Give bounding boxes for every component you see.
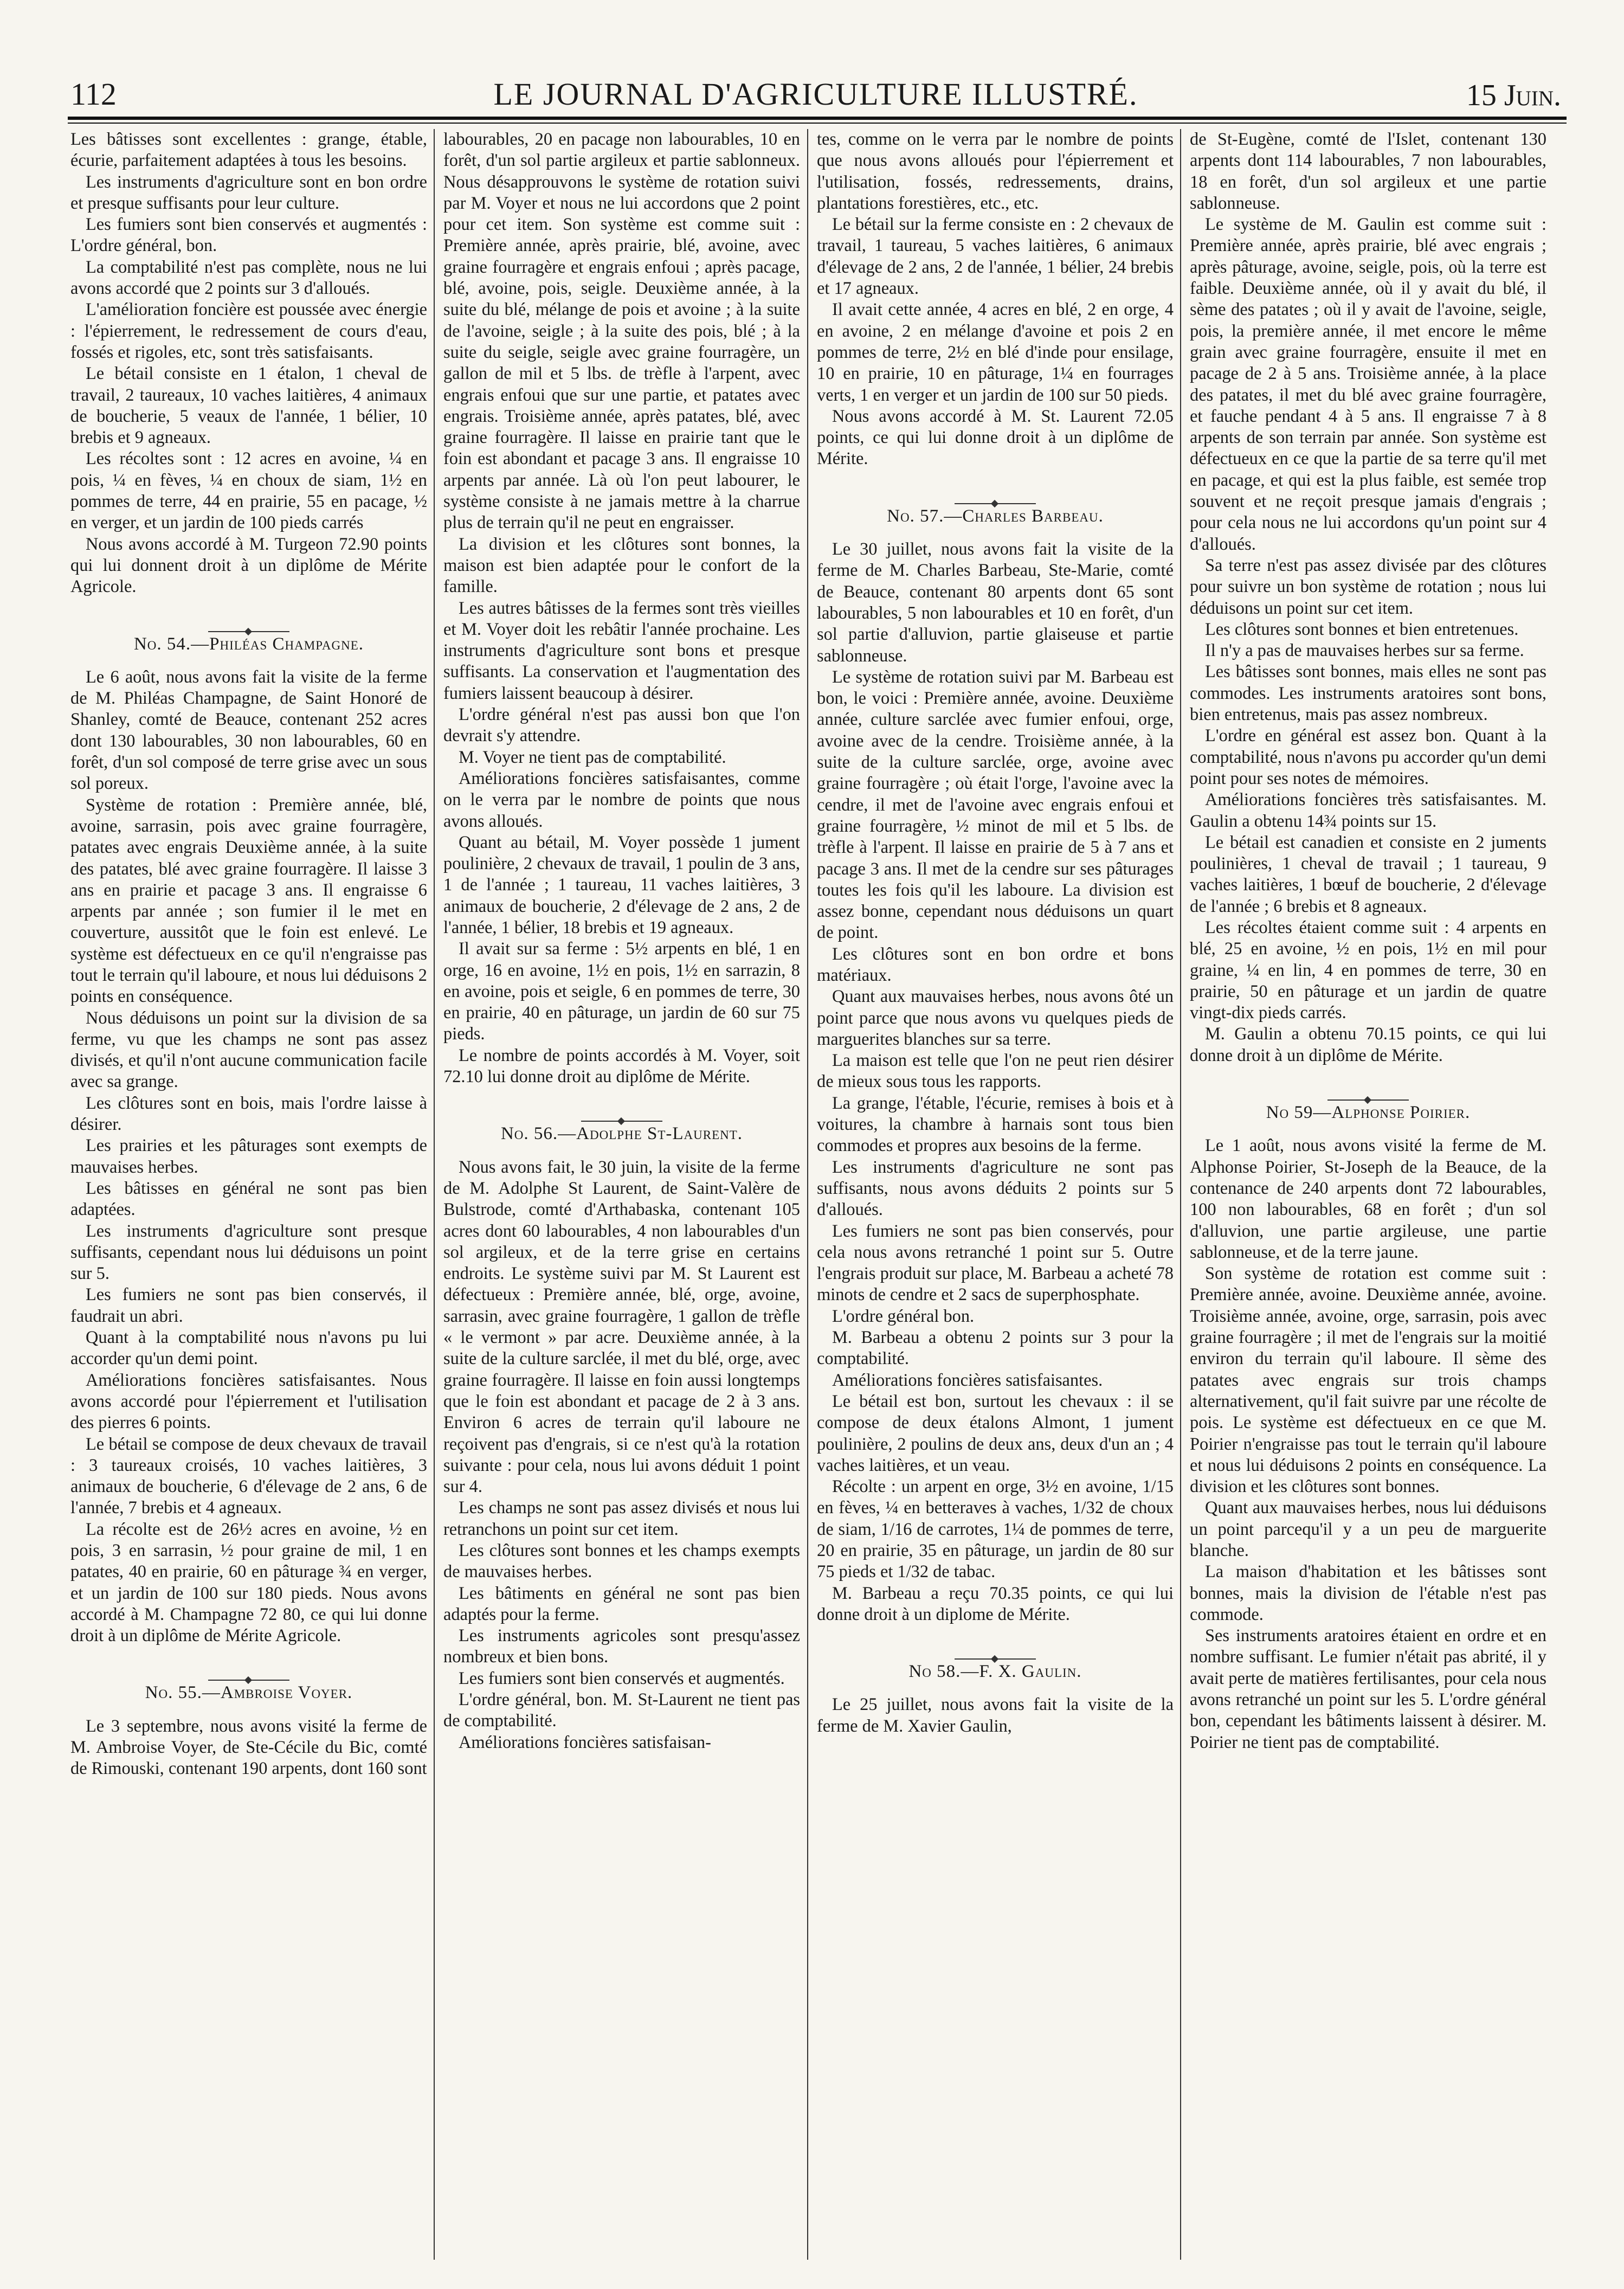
paragraph: M. Barbeau a obtenu 2 points sur 3 pour la comptabilité. [817, 1328, 1174, 1369]
paragraph: Les champs ne sont pas assez divisés et nous lui retranchons un point sur cet item. [443, 1498, 800, 1539]
paragraph: Nous avons accordé à M. St. Laurent 72.05 points, ce qui lui donne droit à un diplôme de Mérite. [817, 406, 1174, 469]
paragraph: Le bétail consiste en 1 étalon, 1 cheval de travail, 2 taureaux, 10 vaches laitières, 4 animaux de boucherie, 5 veaux de l'année, 1 bélier, 10 brebis et 9 agneaux. [70, 364, 427, 448]
paragraph: Le bétail est bon, surtout les chevaux : il se compose de deux étalons Almont, 1 jument poulinière, 2 poulins de deux ans, deux d'un an ; 4 vaches laitières, et un veau. [817, 1391, 1174, 1475]
paragraph: Améliorations foncières satisfaisantes. Nous avons accordé pour l'épierrement et l'utilisation des pierres 6 points. [70, 1370, 427, 1433]
section-heading: No 58.—F. X. Gaulin. [908, 1662, 1082, 1682]
paragraph: Il avait sur sa ferme : 5½ arpents en blé, 1 en orge, 16 en avoine, 1½ en pois, 1½ en sarrazin, 8 en avoine, pois et seigle, 6 en pommes de terre, 30 en prairie, 40 en pâturage, un jardin de 60 sur 75 pieds. [443, 939, 800, 1044]
paragraph: Le 3 septembre, nous avons visité la ferme de M. Ambroise Voyer, de Ste-Cécile du Bic, comté de Rimouski, contenant 190 arpents, dont 160 sont [70, 1716, 427, 1779]
section-heading: No. 55.—Ambroise Voyer. [145, 1683, 353, 1703]
paragraph: Ses instruments aratoires étaient en ordre et en nombre suffisant. Le fumier n'était pas abrité, il y avait perte de matières fertilisantes, pour cela nous avons retranché un point sur les 5. L'ordre général bon, cependant les bâtiments laissent à désirer. M. Poirier ne tient pas de comptabilité. [1190, 1626, 1546, 1752]
text-column-3 [817, 129, 1174, 2260]
paragraph: Les bâtisses sont bonnes, mais elles ne sont pas commodes. Les instruments aratoires sont bons, bien entretenus, mais pas assez nombreux. [1190, 662, 1546, 725]
paragraph: Améliorations foncières très satisfaisantes. M. Gaulin a obtenu 14¾ points sur 15. [1190, 790, 1546, 831]
section-ornament [817, 488, 1174, 492]
page-number: 112 [70, 76, 117, 112]
paragraph: Les clôtures sont en bois, mais l'ordre laisse à désirer. [70, 1093, 427, 1135]
paragraph: Il n'y a pas de mauvaises herbes sur sa ferme. [1205, 641, 1524, 661]
paragraph: Les instruments d'agriculture sont presque suffisants, cependant nous lui déduisons un point sur 5. [70, 1221, 427, 1284]
paragraph: Le système de rotation suivi par M. Barbeau est bon, le voici : Première année, avoine. Deuxième année, culture sarclée avec fumier enfoui, orge, avoine avec de la cendre. Troisième année, à la suite de la culture sarclée, orge, avoine avec graine fourragère ; où était l'orge, l'avoine avec la cendre, il met de l'avoine avec engrais enfoui et graine fourragère, ½ minot de mil et 5 lbs. de trèfle à l'arpent. Il laisse en prairie de 5 à 7 ans et pacage 3 ans. Il met de la cendre sur ses pâturages toutes les fois qu'il les laboure. La division est assez bonne, cependant nous déduisons un quart de point. [817, 667, 1174, 943]
section-heading: No. 57.—Charles Barbeau. [887, 506, 1104, 526]
header-rule-thin [68, 123, 1567, 124]
paragraph: Système de rotation : Première année, blé, avoine, sarrasin, pois avec graine fourragère, patates avec engrais Deuxième année, à la suite des patates, blé avec graine fourragère. Il laisse 3 ans en prairie et pacage 3 ans. Il engraisse 6 arpents par année ; son fumier il le met en couverture, aussitôt que le foin est enlevé. Le système est défectueux en ce qu'il n'engraisse pas tout le terrain qu'il laboure, et nous lui déduisons 2 points en conséquence. [70, 795, 427, 1007]
paragraph: Quant aux mauvaises herbes, nous avons ôté un point parce que nous avons vu quelques pieds de marguerites blanches sur sa terre. [817, 987, 1174, 1049]
paragraph: Le 1 août, nous avons visité la ferme de M. Alphonse Poirier, St-Joseph de la Beauce, de la contenance de 240 arpents dont 72 labourables, 100 non labourables, 68 en forêt ; d'un sol d'alluvion, une partie argileuse, une partie sablonneuse, et de la terre jaune. [1190, 1136, 1546, 1262]
issue-date: 15 Juin. [1466, 79, 1561, 112]
paragraph: labourables, 20 en pacage non labourables, 10 en forêt, d'un sol partie argileux et partie sablonneux. Nous désapprouvons le système de rotation suivi par M. Voyer et nous ne lui accordons que 2 point pour cet item. Son système est comme suit : Première année, après prairie, blé, avoine, avec graine fourragère et engrais enfoui ; après pacage, blé, avoine, pois, seigle. Deuxième année, à la suite du blé, mélange de pois et avoine ; à la suite de l'avoine, seigle ; à la suite des pois, blé ; à la suite du seigle, seigle avec graine fourragère, un gallon de mil et 5 lbs. de trèfle à l'arpent, avec engrais enfoui que sur une partie, et patates avec engrais. Troisième année, après patates, blé, avec graine fourragère. Il laisse en prairie tant que le foin est abondant et pacage 3 ans. Il engraisse 10 arpents par année. Là où l'on peut labourer, le système consiste à ne jamais mettre à la charrue plus de terrain qu'il ne peut en engraisser. [443, 130, 800, 533]
paragraph: Les bâtisses en général ne sont pas bien adaptées. [70, 1178, 427, 1220]
paragraph: Les récoltes étaient comme suit : 4 arpents en blé, 25 en avoine, ½ en pois, 1½ en mil pour graine, ¼ en lin, 4 en pommes de terre, 30 en prairie, 50 en pâturage et un jardin de quatre vingt-dix pieds carrés. [1190, 917, 1546, 1023]
paragraph: Récolte : un arpent en orge, 3½ en avoine, 1/15 en fèves, ¼ en betteraves à vaches, 1/32 de choux de siam, 1/16 de carrotes, 1¼ de pommes de terre, 20 en prairie, 35 en pâturage, un jardin de 80 sur 75 pieds et 1/32 de tabac. [817, 1477, 1174, 1582]
column-divider [434, 129, 435, 2260]
paragraph: Les instruments d'agriculture sont en bon ordre et presque suffisants pour leur culture. [70, 172, 427, 213]
header-rule [68, 117, 1567, 120]
paragraph: de St-Eugène, comté de l'Islet, contenant 130 arpents dont 114 labourables, 7 non labourables, 18 en forêt, d'un sol argileux et une partie sablonneuse. [1190, 130, 1546, 213]
section-ornament [70, 1665, 427, 1668]
paragraph: Les bâtiments en général ne sont pas bien adaptés pour la ferme. [443, 1583, 800, 1624]
journal-title: LE JOURNAL D'AGRICULTURE ILLUSTRÉ. [493, 76, 1138, 112]
paragraph: Le bétail est canadien et consiste en 2 juments poulinières, 1 cheval de travail ; 1 taureau, 9 vaches laitières, 1 bœuf de boucherie, 2 d'élevage de l'année ; 6 brebis et 8 agneaux. [1190, 832, 1546, 916]
paragraph: L'amélioration foncière est poussée avec énergie : l'épierrement, le redressement de cours d'eau, fossés et rigoles, etc, sont très satisfaisants. [70, 300, 427, 362]
text-column-4 [1190, 129, 1546, 2260]
section-heading: No. 56.—Adolphe St-Laurent. [500, 1124, 743, 1144]
paragraph: Améliorations foncières satisfaisan- [459, 1732, 711, 1752]
text-column-2 [443, 129, 800, 2260]
paragraph: L'ordre général n'est pas aussi bon que l'on devrait s'y attendre. [443, 705, 800, 746]
section-ornament [817, 1644, 1174, 1647]
paragraph: La division et les clôtures sont bonnes, la maison est bien adaptée pour le confort de la famille. [443, 534, 800, 597]
paragraph: Les clôtures sont en bon ordre et bons matériaux. [817, 944, 1174, 985]
paragraph: Nous avons fait, le 30 juin, la visite de la ferme de M. Adolphe St Laurent, de Saint-Valère de Bulstrode, comté d'Arthabaska, contenant 105 acres dont 60 labourables, 4 non labourables d'un sol argileux, et de la terre grise en certains endroits. Le système suivi par M. St Laurent est défectueux : Première année, blé, orge, avoine, sarrasin, avec graine fourragère, 1 gallon de trèfle « le vermont » par acre. Deuxième année, à la suite de la culture sarclée, il met du blé, orge, avec graine fourragère. Il laisse en foin aussi longtemps que le foin est abondant et pacage de 2 à 3 ans. Environ 6 acres de terrain qu'il laboure ne reçoivent pas d'engrais, si ce n'est qu'à la rotation suivante : pour cela, nous lui avons déduit 1 point sur 4. [443, 1157, 800, 1497]
paragraph: Les bâtisses sont excellentes : grange, étable, écurie, parfaitement adaptées à tous les besoins. [70, 130, 427, 171]
paragraph: Les instruments d'agriculture ne sont pas suffisants, nous avons déduits 2 points sur 5 d'alloués. [817, 1157, 1174, 1220]
section-ornament [70, 616, 427, 620]
paragraph: Sa terre n'est pas assez divisée par des clôtures pour suivre un bon système de rotation ; nous lui déduisons un point sur cet item. [1190, 555, 1546, 618]
paragraph: Améliorations foncières satisfaisantes. [832, 1370, 1103, 1390]
paragraph: Quant au bétail, M. Voyer possède 1 jument poulinière, 2 chevaux de travail, 1 poulin de 3 ans, 1 de l'année ; 1 taureau, 11 vaches laitières, 3 animaux de boucherie, 2 d'élevage de 2 ans, 2 de l'année, 1 bélier, 18 brebis et 19 agneaux. [443, 832, 800, 937]
paragraph: Quant aux mauvaises herbes, nous lui déduisons un point parcequ'il y a un peu de marguerite blanche. [1190, 1498, 1546, 1560]
paragraph: Les fumiers sont bien conservés et augmentés. [459, 1668, 785, 1688]
paragraph: L'ordre en général est assez bon. Quant à la comptabilité, nous n'avons pu accorder qu'un demi point pour ses notes de mémoires. [1190, 726, 1546, 788]
paragraph: Le bétail se compose de deux chevaux de travail : 3 taureaux croisés, 10 vaches laitières, 3 animaux de boucherie, 6 d'élevage de 2 ans, 6 de l'année, 7 brebis et 4 agneaux. [70, 1434, 427, 1518]
paragraph: Les fumiers ne sont pas bien conservés, il faudrait un abri. [70, 1285, 427, 1326]
paragraph: Il avait cette année, 4 acres en blé, 2 en orge, 4 en avoine, 2 en mélange d'avoine et pois 2 en pommes de terre, 2½ en blé d'inde pour ensilage, 10 en prairie, 10 en pâturage, 1¼ en fourrages verts, 1 en verger et un jardin de 100 sur 50 pieds. [817, 300, 1174, 405]
paragraph: Les fumiers sont bien conservés et augmentés : L'ordre général, bon. [70, 215, 427, 256]
section-heading: No 59—Alphonse Poirier. [1266, 1103, 1471, 1123]
paragraph: Améliorations foncières satisfaisantes, comme on le verra par le nombre de points que nous avons alloués. [443, 768, 800, 831]
paragraph: Le 30 juillet, nous avons fait la visite de la ferme de M. Charles Barbeau, Ste-Marie, comté de Beauce, contenant 80 arpents dont 65 sont labourables, 5 non labourables et 10 en forêt, d'un sol partie d'alluvion, partie glaiseuse et partie sablonneuse. [817, 539, 1174, 666]
paragraph: La maison d'habitation et les bâtisses sont bonnes, mais la division de l'étable n'est pas commode. [1190, 1562, 1546, 1624]
paragraph: L'ordre général, bon. M. St-Laurent ne tient pas de comptabilité. [443, 1690, 800, 1731]
text-column-1 [70, 129, 427, 2260]
paragraph: M. Barbeau a reçu 70.35 points, ce qui lui donne droit à un diplome de Mérite. [817, 1583, 1174, 1624]
paragraph: La récolte est de 26½ acres en avoine, ½ en pois, 3 en sarrasin, ½ pour graine de mil, 1 en patates, 40 en prairie, 60 en pâturage ¾ en verger, et un jardin de 100 sur 180 pieds. Nous avons accordé à M. Champagne 72 80, ce qui lui donne droit à un diplôme de Mérite Agricole. [70, 1519, 427, 1646]
paragraph: Les clôtures sont bonnes et bien entretenues. [1205, 619, 1519, 639]
paragraph: La grange, l'étable, l'écurie, remises à bois et à voitures, la chambre à harnais sont tous bien commodes et propres aux besoins de la ferme. [817, 1093, 1174, 1156]
section-heading: No. 54.—Philéas Champagne. [133, 634, 364, 654]
paragraph: La maison est telle que l'on ne peut rien désirer de mieux sous tous les rapports. [817, 1051, 1174, 1092]
column-divider [807, 129, 808, 2260]
paragraph: Les instruments agricoles sont presqu'assez nombreux et bien bons. [443, 1626, 800, 1667]
section-ornament [1190, 1085, 1546, 1088]
page-header [65, 70, 1567, 119]
paragraph: Les autres bâtisses de la fermes sont très vieilles et M. Voyer doit les rebâtir l'année prochaine. Les instruments d'agriculture sont bons et presque suffisants. La conservation et l'augmentation des fumiers laissent beaucoup à désirer. [443, 598, 800, 703]
paragraph: Son système de rotation est comme suit : Première année, avoine. Deuxième année, avoine. Troisième année, avoine, orge, sarrasin, pois avec graine fourragère ; il met de l'engrais sur la moitié environ du terrain qu'il laboure. Il sème des patates avec engrais sur trois champs alternativement, qu'il fait suivre par une récolte de pois. Le système est défectueux en ce que M. Poirier n'engraisse pas tout le terrain qu'il laboure et nous lui déduisons 2 points en conséquence. La division et les clôtures sont bonnes. [1190, 1264, 1546, 1497]
paragraph: Les récoltes sont : 12 acres en avoine, ¼ en pois, ¼ en fèves, ¼ en choux de siam, 1½ en pommes de terre, 44 en prairie, 55 en pacage, ½ en verger, et un jardin de 100 pieds carrés [70, 449, 427, 533]
paragraph: Le système de M. Gaulin est comme suit : Première année, après prairie, blé avec engrais ; après pâturage, avoine, seigle, pois, où la terre est faible. Deuxième année, où il y avait du blé, il sème des patates ; où il y avait de l'avoine, seigle, pois, la première année, il met encore le même grain avec graine fourragère, ensuite il met en pacage de 2 à 5 ans. Troisième année, à la place des patates, il met du blé avec graine fourragère, et fauche pendant 4 à 5 ans. Il engraisse 7 à 8 arpents de son terrain par année. Son système est défectueux en ce que la partie de sa terre qu'il met en pacage, et qui est la plus faible, est semée trop souvent et ne reçoit presque jamais d'engrais ; pour cela nous ne lui accordons qu'un point sur 4 d'alloués. [1190, 215, 1546, 554]
paragraph: La comptabilité n'est pas complète, nous ne lui avons accordé que 2 points sur 3 d'alloués. [70, 257, 427, 299]
paragraph: Le 25 juillet, nous avons fait la visite de la ferme de M. Xavier Gaulin, [817, 1695, 1174, 1736]
paragraph: Le nombre de points accordés à M. Voyer, soit 72.10 lui donne droit au diplôme de Mérite. [443, 1045, 800, 1087]
paragraph: Quant à la comptabilité nous n'avons pu lui accorder qu'un demi point. [70, 1328, 427, 1369]
section-ornament [443, 1106, 800, 1109]
paragraph: Le 6 août, nous avons fait la visite de la ferme de M. Philéas Champagne, de Saint Honoré de Shanley, comté de Beauce, contenant 252 acres dont 130 labourables, 30 non labourables, 60 en forêt, d'un sol composé de terre grise avec un sous sol poreux. [70, 667, 427, 794]
paragraph: Le bétail sur la ferme consiste en : 2 chevaux de travail, 1 taureau, 5 vaches laitières, 6 animaux d'élevage de 2 ans, 2 de l'année, 1 bélier, 24 brebis et 17 agneaux. [817, 215, 1174, 299]
column-divider [1180, 129, 1181, 2260]
paragraph: Les prairies et les pâturages sont exempts de mauvaises herbes. [70, 1136, 427, 1177]
paragraph: Les fumiers ne sont pas bien conservés, pour cela nous avons retranché 1 point sur 5. Outre l'engrais produit sur place, M. Barbeau a acheté 78 minots de cendre et 2 sacs de superphosphate. [817, 1221, 1174, 1305]
paragraph: tes, comme on le verra par le nombre de points que nous avons alloués pour l'épierrement et l'utilisation, fossés, redressements, drains, plantations forestières, etc., etc. [817, 130, 1174, 213]
paragraph: Nous déduisons un point sur la division de sa ferme, vu que les champs ne sont pas assez divisés, et qu'il n'ont aucune communication facile avec sa grange. [70, 1008, 427, 1092]
paragraph: L'ordre général bon. [832, 1306, 975, 1326]
paragraph: Nous avons accordé à M. Turgeon 72.90 points qui lui donnent droit à un diplôme de Mérite Agricole. [70, 534, 427, 597]
paragraph: M. Gaulin a obtenu 70.15 points, ce qui lui donne droit à un diplôme de Mérite. [1190, 1024, 1546, 1065]
paragraph: M. Voyer ne tient pas de comptabilité. [459, 747, 726, 767]
paragraph: Les clôtures sont bonnes et les champs exempts de mauvaises herbes. [443, 1541, 800, 1582]
